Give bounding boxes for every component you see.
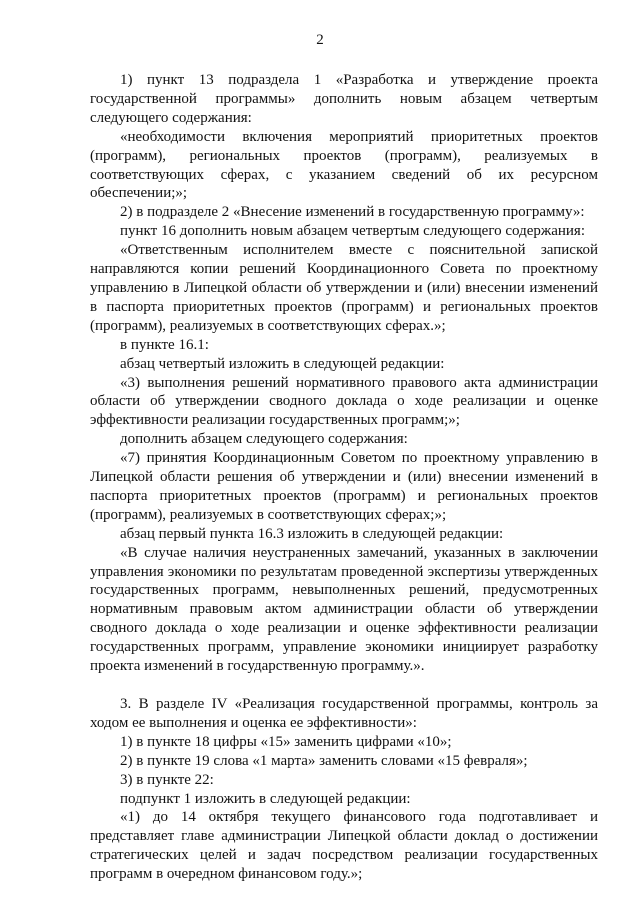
paragraph: 1) в пункте 18 цифры «15» заменить цифрами «10»; <box>120 733 452 750</box>
paragraph: абзац четвертый изложить в следующей редакции: <box>120 355 445 372</box>
paragraph: «1) до 14 октября текущего финансового года подготавливает и представляет главе администрации Липецкой области доклад о достижении стратегических целей и задач посредством реализации государственных программ в очередном финансовом году.»; <box>90 809 598 883</box>
paragraph: «В случае наличия неустраненных замечаний, указанных в заключении управления экономики по результатам проведенной экспертизы утвержденных государственных программ, невыполненных решений, предусмотренных нормативным правовым актом администрации области об утверждении сводного доклада о ходе реализации и оценке эффективности реализации государственных программ, управление экономики инициирует разработку проекта изменений в государственную программу.». <box>90 544 598 675</box>
paragraph: «3) выполнения решений нормативного правового акта администрации области об утверждении сводного доклада о ходе реализации и оценке эффективности реализации государственных программ;»; <box>90 374 598 429</box>
paragraph: 1) пункт 13 подраздела 1 «Разработка и утверждение проекта государственной программы» дополнить новым абзацем четвертым следующего содержания: <box>90 72 598 126</box>
paragraph: 3) в пункте 22: <box>120 771 214 788</box>
page-number: 2 <box>316 32 324 48</box>
section-heading: 3. В разделе IV «Реализация государственной программы, контроль за ходом ее выполнения и оценка ее эффективности»: <box>90 696 598 731</box>
paragraph: 2) в подразделе 2 «Внесение изменений в государственную программу»: <box>120 204 585 221</box>
paragraph: в пункте 16.1: <box>120 336 209 353</box>
paragraph: подпункт 1 изложить в следующей редакции: <box>120 790 411 807</box>
paragraph: «7) принятия Координационным Советом по проектному управлению в Липецкой области решения об утверждении и (или) внесении изменений в паспорта приоритетных проектов (программ) и региональных проектов (программ), реализуемых в соответствующих сферах;»; <box>90 450 598 523</box>
paragraph: пункт 16 дополнить новым абзацем четвертым следующего содержания: <box>120 223 585 240</box>
paragraph: «Ответственным исполнителем вместе с пояснительной запиской направляются копии решений Координационного Совета по проектному управлению в Липецкой области об утверждении и (или) внесении изменений в паспорта приоритетных проектов (программ) и региональных проектов (программ), реализуемых в соответствующих сферах.»; <box>90 242 598 334</box>
paragraph: дополнить абзацем следующего содержания: <box>120 431 408 448</box>
paragraph: абзац первый пункта 16.3 изложить в следующей редакции: <box>120 525 504 542</box>
paragraph: «необходимости включения мероприятий приоритетных проектов (программ), региональных проектов (программ), реализуемых в соответствующих сферах, с указанием сведений об их ресурсном обеспечении;»; <box>90 128 598 202</box>
document-body <box>90 71 598 884</box>
paragraph: 2) в пункте 19 слова «1 марта» заменить словами «15 февраля»; <box>120 752 528 769</box>
